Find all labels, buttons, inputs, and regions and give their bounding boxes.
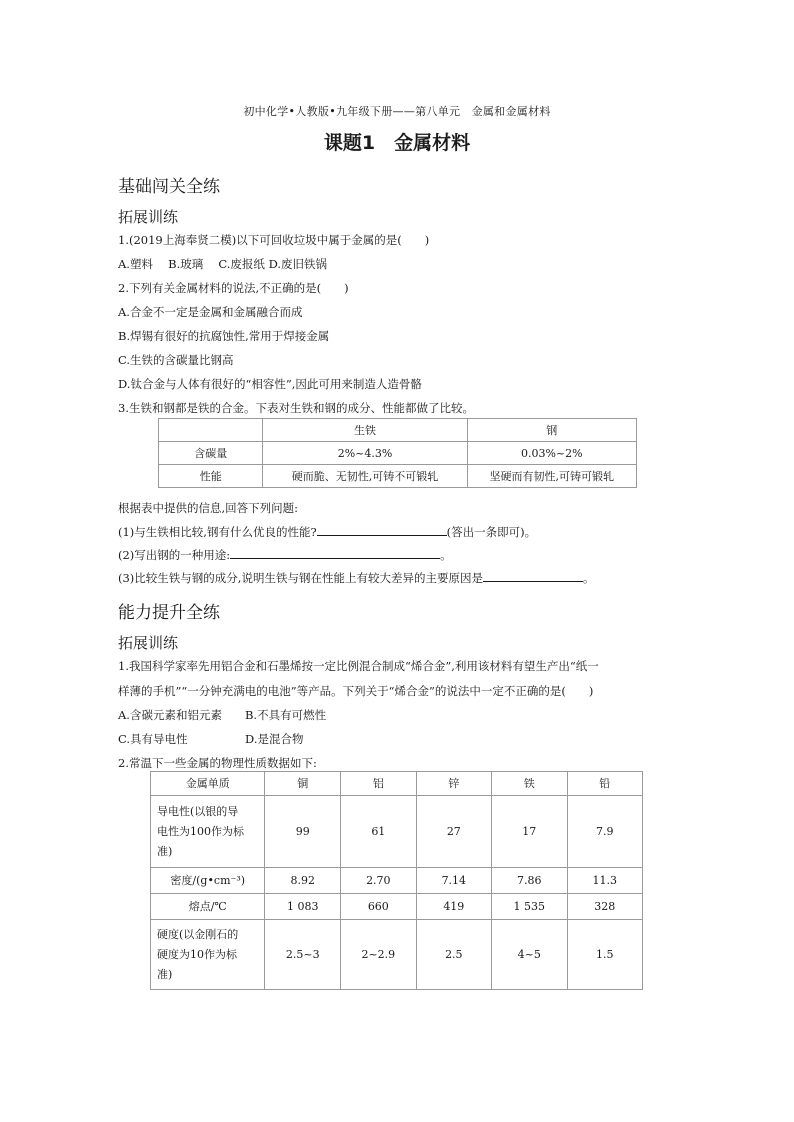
q3-part3-text: (3)比较生铁与钢的成分,说明生铁与钢在性能上有较大差异的主要原因是 bbox=[118, 571, 483, 585]
table-row bbox=[151, 796, 643, 868]
q3-part2-suffix: 。 bbox=[440, 548, 452, 562]
q3-stem: 3.生铁和钢都是铁的合金。下表对生铁和钢的成分、性能都做了比较。 bbox=[118, 401, 474, 415]
table-cell: 27 bbox=[416, 796, 491, 868]
table-cell: 17 bbox=[492, 796, 567, 868]
table-cell: 1 083 bbox=[265, 894, 341, 920]
label-line: 准) bbox=[157, 967, 173, 981]
section-heading-basic: 基础闯关全练 bbox=[118, 177, 220, 197]
label-line: 硬度(以金刚石的 bbox=[157, 927, 239, 941]
label-line: 电性为100作为标 bbox=[157, 824, 244, 838]
table-row-label bbox=[151, 796, 265, 868]
page-title: 课题1 金属材料 bbox=[323, 132, 471, 154]
table-cell: 硬而脆、无韧性,可铸不可锻轧 bbox=[263, 465, 467, 488]
table-cell: 61 bbox=[341, 796, 417, 868]
q3-part1-text: (1)与生铁相比较,钢有什么优良的性能? bbox=[118, 525, 317, 539]
table-cell: 2.70 bbox=[341, 868, 417, 894]
table-header-cell: 锌 bbox=[416, 772, 491, 796]
table-header-cell: 金属单质 bbox=[151, 772, 265, 796]
table-header-cell: 钢 bbox=[467, 419, 636, 442]
table-cell: 660 bbox=[341, 894, 417, 920]
table-row-label bbox=[151, 920, 265, 990]
table-cell: 2%~4.3% bbox=[263, 442, 467, 465]
q4-options-cd: C.具有导电性 D.是混合物 bbox=[118, 732, 304, 746]
table-row bbox=[151, 920, 643, 990]
q4-line1: 1.我国科学家率先用铝合金和石墨烯按一定比例混合制成“烯合金”,利用该材料有望生产出“纸一 bbox=[118, 659, 599, 673]
q4-line2: 样薄的手机”“一分钟充满电的电池”等产品。下列关于“烯合金”的说法中一定不正确的是( ) bbox=[118, 684, 594, 698]
q1-stem: 1.(2019上海奉贤二模)以下可回收垃圾中属于金属的是( ) bbox=[118, 233, 430, 247]
table-row bbox=[151, 894, 643, 920]
q3-part3 bbox=[118, 569, 594, 586]
table-cell: 8.92 bbox=[265, 868, 341, 894]
answer-blank[interactable] bbox=[317, 523, 447, 536]
metal-properties-table bbox=[150, 771, 643, 990]
table-header-row bbox=[151, 772, 643, 796]
table-cell: 419 bbox=[416, 894, 491, 920]
table-header-cell: 铜 bbox=[265, 772, 341, 796]
table-cell: 1 535 bbox=[492, 894, 567, 920]
table-cell bbox=[159, 419, 263, 442]
subheading-extension-2: 拓展训练 bbox=[118, 634, 179, 652]
q3-part1-suffix: (答出一条即可)。 bbox=[446, 525, 537, 539]
label-line: 导电性(以银的导 bbox=[157, 804, 239, 818]
q3-part1 bbox=[118, 523, 536, 540]
table-cell: 2.5 bbox=[416, 920, 491, 990]
table-header-cell: 铝 bbox=[341, 772, 417, 796]
table-row bbox=[151, 868, 643, 894]
table-header-cell: 铅 bbox=[567, 772, 643, 796]
header-subtitle: 初中化学•人教版•九年级下册——第八单元 金属和金属材料 bbox=[243, 105, 551, 118]
table-row-label: 熔点/℃ bbox=[151, 894, 265, 920]
table-cell: 11.3 bbox=[567, 868, 643, 894]
section-heading-advanced: 能力提升全练 bbox=[118, 603, 220, 623]
table-row-label: 含碳量 bbox=[159, 442, 263, 465]
table-header-cell: 生铁 bbox=[263, 419, 467, 442]
q3-part2-text: (2)写出钢的一种用途: bbox=[118, 548, 231, 562]
answer-blank[interactable] bbox=[483, 569, 583, 582]
q5-stem: 2.常温下一些金属的物理性质数据如下: bbox=[118, 756, 317, 770]
q1-options: A.塑料 B.玻璃 C.废报纸 D.废旧铁锅 bbox=[118, 257, 328, 271]
table-row bbox=[159, 465, 637, 488]
table-cell: 328 bbox=[567, 894, 643, 920]
label-line: 硬度为10作为标 bbox=[157, 947, 237, 961]
table-row bbox=[159, 442, 637, 465]
iron-steel-table bbox=[158, 418, 637, 488]
q2-option-d: D.钛合金与人体有很好的“相容性”,因此可用来制造人造骨骼 bbox=[118, 377, 422, 391]
table-cell: 7.86 bbox=[492, 868, 567, 894]
q3-intro: 根据表中提供的信息,回答下列问题: bbox=[118, 501, 299, 515]
q3-part3-suffix: 。 bbox=[582, 571, 595, 585]
table-header-cell: 铁 bbox=[492, 772, 567, 796]
table-cell: 7.14 bbox=[416, 868, 491, 894]
q2-option-a: A.合金不一定是金属和金属融合而成 bbox=[118, 305, 303, 319]
subheading-extension: 拓展训练 bbox=[118, 208, 179, 226]
q2-stem: 2.下列有关金属材料的说法,不正确的是( ) bbox=[118, 281, 349, 295]
q3-part2 bbox=[118, 546, 452, 563]
table-cell: 99 bbox=[265, 796, 341, 868]
table-cell: 4~5 bbox=[492, 920, 567, 990]
answer-blank[interactable] bbox=[230, 546, 440, 559]
table-cell: 2~2.9 bbox=[341, 920, 417, 990]
table-cell: 1.5 bbox=[567, 920, 643, 990]
table-header-row bbox=[159, 419, 637, 442]
table-cell: 2.5~3 bbox=[265, 920, 341, 990]
label-line: 准) bbox=[157, 844, 173, 858]
table-cell: 坚硬而有韧性,可铸可锻轧 bbox=[467, 465, 636, 488]
table-cell: 0.03%~2% bbox=[467, 442, 636, 465]
q4-options-ab: A.含碳元素和铝元素 B.不具有可燃性 bbox=[118, 708, 327, 722]
table-cell: 7.9 bbox=[567, 796, 643, 868]
q2-option-c: C.生铁的含碳量比钢高 bbox=[118, 353, 234, 367]
table-row-label: 密度/(g•cm⁻³) bbox=[151, 868, 265, 894]
q2-option-b: B.焊锡有很好的抗腐蚀性,常用于焊接金属 bbox=[118, 329, 330, 343]
table-row-label: 性能 bbox=[159, 465, 263, 488]
